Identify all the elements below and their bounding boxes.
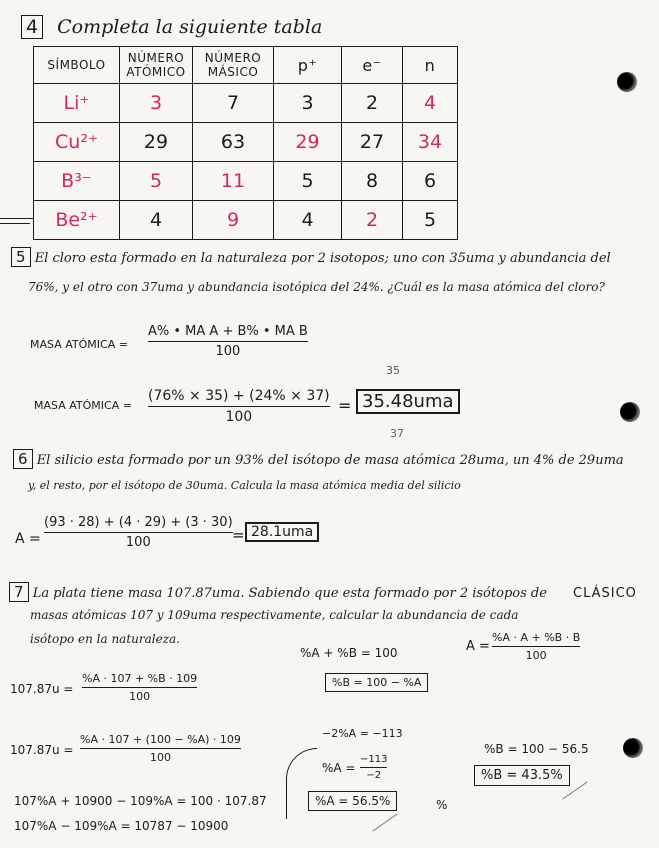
section-5-number: 5 (11, 247, 31, 267)
section-4-heading (21, 18, 322, 38)
header-simbolo: SÍMBOLO (34, 47, 120, 84)
table-cell: 2 (342, 201, 403, 240)
section-7-line-1: 7 La plata tiene masa 107.87uma. Sabiendo que esta formado por 2 isótopos de (9, 585, 547, 601)
table-row (34, 84, 458, 123)
b-box: %B = 100 − %A (325, 677, 428, 689)
section-7-number: 7 (9, 582, 29, 602)
table-cell: 6 (403, 162, 458, 201)
table-cell: 34 (403, 123, 458, 162)
table-cell: 5 (120, 162, 193, 201)
step-1-fraction: %A · 107 + %B · 109 100 (82, 672, 198, 703)
binder-hole (617, 72, 637, 92)
table-cell: B³⁻ (34, 162, 120, 201)
section-6-line-1: 6 El silicio esta formado por un 93% del isótopo de masa atómica 28uma, un 4% de 29uma (13, 452, 624, 468)
section-7-line-3: isótopo en la naturaleza. (30, 632, 180, 646)
margin-rule (0, 218, 34, 219)
step-2-lhs: 107.87u = (10, 743, 74, 757)
table-cell: 29 (120, 123, 193, 162)
section-5-line-2: 76%, y el otro con 37uma y abundancia isotópica del 24%. ¿Cuál es la masa atómica del cloro? (28, 280, 605, 294)
table-cell: 4 (403, 84, 458, 123)
table-cell: Cu²⁺ (34, 123, 120, 162)
general-formula-lhs: A = (466, 639, 490, 654)
arrow-curve (286, 748, 317, 819)
table-cell: 5 (403, 201, 458, 240)
table-cell: 7 (193, 84, 274, 123)
section-6-number: 6 (13, 449, 33, 469)
result-box-a: %A = 56.5% (308, 795, 397, 808)
table-row (34, 123, 458, 162)
tag-clasico: CLÁSICO (573, 586, 637, 601)
equals-sign: = (338, 396, 352, 415)
result-box: 35.48uma (356, 393, 460, 412)
binder-hole (620, 402, 640, 422)
table-cell: 2 (342, 84, 403, 123)
step-4: 107%A − 109%A = 10787 − 10900 (14, 819, 229, 833)
step-3: 107%A + 10900 − 109%A = 100 · 107.87 (14, 794, 267, 808)
table-cell: Be²⁺ (34, 201, 120, 240)
table-cell: 8 (342, 162, 403, 201)
header-protons: p⁺ (274, 47, 342, 84)
header-neutrons: n (403, 47, 458, 84)
equation-label: A = (15, 531, 41, 547)
table-cell: 63 (193, 123, 274, 162)
isotope-table (33, 46, 458, 240)
calculation-fraction: (76% × 35) + (24% × 37) 100 (148, 388, 330, 425)
header-numero-masico: NÚMERO MÁSICO (193, 47, 274, 84)
table-cell: 4 (120, 201, 193, 240)
equation-fraction: (93 · 28) + (4 · 29) + (3 · 30) 100 (44, 515, 233, 550)
table-cell: 9 (193, 201, 274, 240)
table-row (34, 162, 458, 201)
formula-label: MASA ATÓMICA = (30, 338, 128, 351)
table-cell: 3 (274, 84, 342, 123)
b-step-1: %B = 100 − 56.5 (484, 742, 589, 756)
result-box: 28.1uma (245, 523, 319, 540)
result-step-1: −2%A = −113 (322, 727, 403, 740)
step-2-fraction: %A · 107 + (100 − %A) · 109 100 (80, 733, 241, 764)
table-row (34, 201, 458, 240)
formula-fraction: A% • MA A + B% • MA B 100 (148, 324, 308, 359)
table-cell: Li⁺ (34, 84, 120, 123)
table-cell: 3 (120, 84, 193, 123)
header-numero-atomico: NÚMERO ATÓMICO (120, 47, 193, 84)
table-header-row (34, 47, 458, 84)
faint-note: 35 (386, 364, 400, 377)
section-6-line-2: y, el resto, por el isótopo de 30uma. Calcula la masa atómica media del silicio (28, 479, 461, 492)
section-4-number: 4 (21, 15, 43, 39)
faint-note: 37 (390, 427, 404, 440)
sum-equation: %A + %B = 100 (300, 646, 398, 660)
general-formula-fraction: %A · A + %B · B 100 (492, 631, 581, 662)
result-box-b: %B = 43.5% (474, 769, 570, 783)
equals-sign: = (232, 526, 245, 544)
section-5-line-1: 5 El cloro esta formado en la naturaleza por 2 isotopos; uno con 35uma y abundancia del (11, 250, 611, 266)
section-7-line-2: masas atómicas 107 y 109uma respectivamente, calcular la abundancia de cada (30, 608, 519, 622)
table-cell: 27 (342, 123, 403, 162)
result-step-2-fraction: −113 −2 (360, 754, 388, 781)
calculation-label: MASA ATÓMICA = (34, 399, 132, 412)
header-electrons: e⁻ (342, 47, 403, 84)
table-cell: 11 (193, 162, 274, 201)
table-cell: 5 (274, 162, 342, 201)
table-cell: 4 (274, 201, 342, 240)
step-1-lhs: 107.87u = (10, 682, 74, 696)
section-4-title: Completa la siguiente tabla (57, 16, 323, 38)
pencil-mark (372, 813, 397, 831)
result-step-2-lhs: %A = (322, 761, 356, 775)
margin-rule (0, 223, 30, 224)
table-cell: 29 (274, 123, 342, 162)
stray-percent: % (436, 798, 448, 812)
binder-hole (623, 738, 643, 758)
